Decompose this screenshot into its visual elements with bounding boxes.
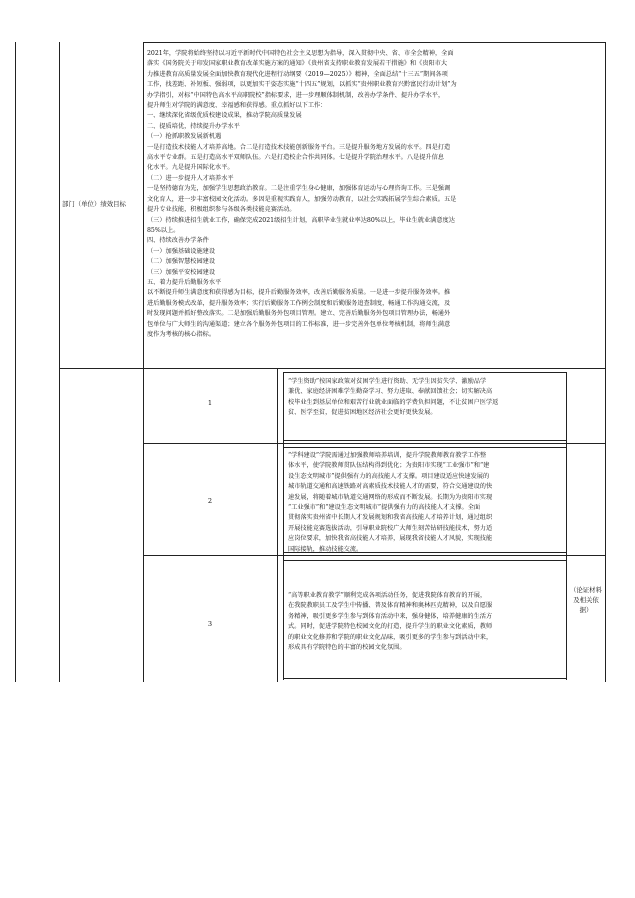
row1-inner-top (283, 372, 567, 373)
row1-bottom (143, 443, 606, 444)
goal-text-line: 四、持续改善办学条件 (147, 237, 209, 245)
goal-text-line: 办学指引，对标“中国特色高水平高职院校”指标要求，进一步理顺体制机制，改善办学条件、提升办学水平， (147, 91, 445, 99)
performance-goal-text (147, 49, 602, 340)
col-divider-1 (59, 42, 60, 682)
row-text-line: 设生态文明城市”提供强有力的高技能人才支撑。项目建设适应快速发展的 (288, 472, 490, 480)
row-text-line: “高等职业教育教学”顺利完成各项活动任务，促进我院体育教育的开展， (288, 592, 487, 599)
row-number-2: 2 (207, 497, 213, 505)
goal-text-line: 化水平。九是提升国际化水平。 (147, 164, 234, 172)
goal-text-line: 2021年，学院将始终坚持以习近平新时代中国特色社会主义思想为指导，深入贯彻中央、省、市全会精神，全面 (147, 50, 454, 57)
row-number-1: 1 (207, 399, 213, 407)
row-text-line: 体水平，使学院教师贯队伍结构得到优化；为贵阳市实现“工业强市”和“建 (288, 462, 490, 470)
section-label: 部门（单位）绩效目标 (62, 200, 126, 208)
side-note: （论证材料及相关依据） (570, 586, 602, 614)
row1-inner-bottom (283, 440, 567, 441)
col-divider-2 (143, 42, 144, 682)
goal-text-line: （三）加强平安校园建设 (147, 268, 216, 276)
row-text-line: 贯彻落实贵州省中长期人才发展规划和我省高技能人才培养计划，通过组织 (288, 514, 493, 522)
goal-text-line: 提升专业技能，积极组织参与各级各类技能竞赛活动。 (147, 206, 296, 214)
goal-text-line: 一是坚持德育为先，加强学生思想政治教育。二是注重学生身心健康，加强体育运动与心理咨询工作。三是强调 (147, 185, 451, 193)
row-text-line: 速发展，将随着城市轨道交通网络的形成而不断发展。长期为为贵阳市实现 (288, 493, 493, 501)
goal-section-bottom (59, 368, 605, 369)
row-text-line: 在我院教职员工及学生中传播、普及体育精神和奥林匹克精神，以及自愿服 (288, 602, 493, 610)
row2-inner-top (283, 447, 567, 448)
row-text-line: 贫、医学至贫，促进贫困地区经济社会更好更快发展。 (288, 409, 437, 417)
goal-box-top (143, 42, 605, 43)
row-3-content (288, 591, 564, 653)
goal-text-line: 文化育人，进一步丰富校园文化活动。多因是重视实践育人，加强劳动教育，以社会实践拓展学生综合素质。五是 (147, 195, 457, 203)
row-text-line: 兼优、家庭经济困难学生勤奋学习、努力进取、奉献回馈社会；切实解决高 (288, 388, 493, 396)
inner-box-right (566, 372, 567, 680)
goal-text-line: 高水平专业群。五是打造高水平双师队伍。六是打造校企合作共同体。七是提升学院治理水平。八是提升信息 (147, 154, 444, 162)
row-text-line: 城市轨道交通和高速铁路对高素质技术技能人才的需要，符合交通建设的快 (288, 483, 493, 491)
outer-left-border (15, 42, 16, 682)
col-divider-4 (605, 42, 606, 682)
row-number-3: 3 (207, 620, 213, 628)
row-text-line: 式。同时，促进学院特色校园文化的打造，提升学生的职业文化素质，教师 (288, 623, 493, 631)
row-text-line: 开展技能竞赛选拔活动，引导职业院校广大师生刻苦钻研技能技术，努力适 (288, 524, 493, 532)
row3-inner-bottom (283, 678, 567, 679)
goal-text-line: 一、继续深化省级优质校建设成果，推动学院高质量发展 (147, 112, 302, 120)
goal-text-line: 一是打造技术技能人才培养高地。合二是打造技术技能创新服务平台。三是提升服务地方发展的水平。四是打造 (147, 143, 451, 151)
goal-text-line: 五、着力提升后勤服务水平 (147, 278, 222, 286)
row2-bottom (143, 555, 606, 556)
row-text-line: 国际接轨，推动技能交流。 (288, 545, 363, 553)
goal-text-line: 进后勤服务模式改革，提升服务效率；实行后勤服务工作例会制度和后勤服务追查制度，畅通工作沟通交流，及 (147, 299, 451, 307)
row-text-line: 应岗位要求，加快我省高技能人才培养，展现我省技能人才风貌，实现技能 (288, 535, 493, 543)
row-text-line: 形成具有学院特色的丰富的校园文化氛围。 (288, 644, 406, 652)
goal-text-line: 工作，找差距、补短板、强弱项，以更加实干姿态实施“十四五”规划，以抓实“贵州职业教育兴黔富民行动计划”为 (147, 81, 457, 89)
goal-text-line: 提升师生对学院的满意度、幸福感和获得感。重点抓好以下工作： (147, 102, 327, 110)
goal-text-line: （一）加强基础设施建设 (147, 247, 216, 255)
row-1-content (288, 377, 564, 419)
row-2-content (288, 451, 564, 555)
col-divider-3 (277, 368, 278, 682)
row-text-line: “学生资助”按国家政策对贫困学生进行资助、无学生因贫失学、激励品学 (288, 378, 487, 385)
row-text-line: 的职业文化修养和学院的职业文化品味，吸引更多的学生参与到活动中来， (288, 633, 493, 641)
goal-text-line: 以不断提升师生满意度和获得感为目标，提升后勤服务效率，改善后勤服务质量。一是进一步提升服务效率。推 (147, 289, 451, 297)
goal-text-line: 包单位与广大师生的沟通渠道；建立各个服务外包项目的工作标准，进一步完善外包单位考核机制，将师生满意 (147, 320, 451, 328)
goal-text-line: （一）抢抓职教发展新机遇 (147, 133, 222, 141)
row-text-line: “学科建设”学院需通过加强教师培养培训，提升学院教师教育教学工作整 (288, 452, 487, 459)
goal-text-line: 时发现问题并抓好整改落实。二是加强后勤服务外包项目管理。建立、完善后勤服务外包项目管理办法，畅通外 (147, 310, 451, 318)
goal-text-line: （二）加强智慧校园建设 (147, 258, 216, 266)
inner-box-left (283, 372, 284, 680)
goal-text-line: （三）持续推进招生就业工作，确保完成2021级招生计划，高职毕业生就业率达80%以上，毕业生就业满意度达 (147, 216, 455, 224)
goal-text-line: 85%以上。 (147, 226, 180, 234)
goal-text-line: 度作为考核的核心指标。 (147, 330, 216, 338)
goal-text-line: （二）进一步提升人才培养水平 (147, 174, 234, 182)
goal-text-line: 二、提质培优，持续提升办学水平 (147, 122, 240, 130)
row3-inner-top (283, 560, 567, 561)
goal-text-line: 力推进教育高质量发展全面加快教育现代化进程行动纲要（2019—2025）》精神，全面总结“十三五”期间各项 (147, 70, 448, 78)
row-text-line: “工业强市”和“建设生态文明城市”提供强有力的高技能人才支撑。全面 (288, 504, 481, 512)
row-text-line: 务精神，吸引更多学生参与到体育活动中来，强身健体，培养健康的生活方 (288, 612, 493, 620)
row-text-line: 校毕业生到基层单位和艰苦行业就业面临的学费负担问题，不让贫困户医学返 (288, 398, 499, 406)
goal-text-line: 落实《国务院关于印发国家职业教育改革实施方案的通知》《贵州省支持职业教育发展若干措施》和《贵阳市大 (147, 60, 448, 68)
